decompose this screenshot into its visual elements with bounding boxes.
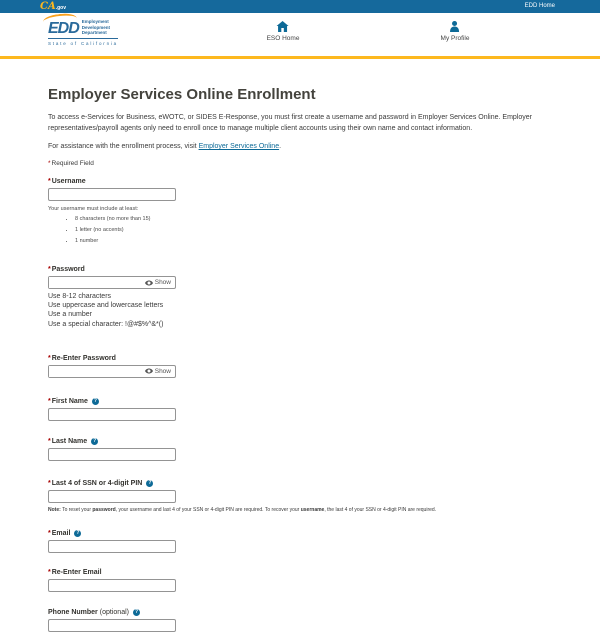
required-asterisk: * (48, 437, 51, 445)
eye-icon (145, 280, 153, 286)
site-header (0, 13, 600, 56)
reenter-password-label-text: Re-Enter Password (51, 354, 116, 362)
password-input[interactable] (49, 277, 143, 288)
password-label-text: Password (51, 266, 85, 273)
top-utility-bar (0, 0, 600, 13)
first-name-label (48, 398, 552, 405)
phone-label-text: Phone Number (48, 608, 98, 616)
note-part: , your username and last 4 of your SSN or 4-digit PIN are required. To recover your (115, 506, 301, 513)
email-field-group (48, 530, 552, 553)
nav-my-profile-label: My Profile (440, 35, 470, 42)
assistance-suffix: . (279, 143, 282, 150)
edd-dept-line3: Department (81, 30, 107, 36)
username-field-group (48, 178, 552, 244)
required-note-text: Required Field (51, 160, 94, 167)
nav-eso-home-label: ESO Home (266, 35, 300, 42)
edd-logo-department-text (82, 19, 110, 36)
required-asterisk: * (48, 568, 51, 576)
ssn-pin-note (48, 507, 552, 513)
username-label (48, 178, 552, 185)
edd-logo[interactable] (48, 19, 118, 46)
home-icon (267, 21, 300, 33)
edd-logo-row (48, 19, 118, 39)
username-input[interactable] (48, 188, 176, 201)
reenter-email-field-group (48, 569, 552, 592)
username-requirement: • 8 characters (no more than 15) (75, 216, 552, 222)
password-rule: Use a special character: !@#$%^&*() (48, 320, 164, 328)
email-label-text: Email (51, 529, 71, 537)
email-help-icon[interactable]: ? (76, 530, 80, 537)
phone-label (48, 609, 552, 616)
first-name-input[interactable] (48, 408, 176, 421)
password-rule: Use 8-12 characters (48, 293, 112, 300)
ssn-pin-input[interactable] (48, 490, 176, 503)
username-hint-title: Your username must include at least: (48, 206, 139, 212)
first-name-help-icon[interactable]: ? (93, 398, 97, 405)
password-rule: Use a number (48, 311, 92, 319)
email-label (48, 530, 552, 537)
phone-optional-text: (optional) (99, 608, 129, 616)
last-name-input[interactable] (48, 448, 176, 461)
last-name-field-group (48, 438, 552, 461)
employer-services-online-link[interactable]: Employer Services Online (198, 143, 280, 150)
phone-input[interactable] (48, 619, 176, 632)
edd-logo-tagline: State of California (48, 40, 118, 46)
phone-field-group (48, 609, 552, 632)
password-show-label: Show (154, 279, 171, 286)
reenter-password-show-label: Show (154, 367, 171, 375)
password-field-group (48, 266, 552, 329)
ssn-pin-label-text: Last 4 of SSN or 4-digit PIN (51, 479, 143, 487)
phone-help-icon[interactable]: ? (134, 609, 139, 616)
username-requirements-list (48, 216, 552, 244)
required-field-note (48, 160, 552, 167)
ssn-pin-help-icon[interactable]: ? (148, 480, 152, 487)
note-part: , the last 4 of your SSN or 4-digit PIN are required. (324, 506, 437, 513)
note-prefix: Note: (48, 506, 61, 513)
page-title: Employer Services Online Enrollment (48, 86, 316, 103)
username-label-text: Username (51, 178, 86, 185)
email-input[interactable] (48, 540, 176, 553)
required-asterisk: * (48, 178, 51, 185)
password-rules (48, 292, 552, 329)
last-name-label-text: Last Name (51, 437, 88, 445)
reenter-email-input[interactable] (48, 579, 176, 592)
ca-gov-logo-suffix: .gov (55, 5, 66, 11)
required-asterisk: * (48, 160, 51, 167)
last-name-label (48, 438, 552, 445)
ssn-pin-label (48, 480, 552, 487)
ssn-pin-field-group (48, 480, 552, 513)
reenter-password-input-box (48, 365, 176, 378)
person-icon (441, 21, 470, 33)
required-asterisk: * (48, 266, 51, 273)
main-content (0, 59, 600, 632)
required-asterisk: * (48, 529, 51, 537)
edd-dept-line2: Development (81, 24, 111, 30)
eye-icon (145, 368, 153, 374)
last-name-help-icon[interactable]: ? (93, 438, 97, 445)
intro-paragraph: To access e-Services for Business, eWOTC, or SIDES E-Response, you must first create a username and password in Employer Services Online. Employer representatives/payroll agents only need to enroll once to manage multiple client accounts using their own name and contact information. (48, 114, 532, 132)
nav-eso-home[interactable] (267, 21, 300, 42)
edd-dept-line1: Employment (81, 19, 109, 24)
assistance-prefix: For assistance with the enrollment process, visit (48, 143, 199, 150)
reenter-password-show-button[interactable] (143, 368, 175, 375)
password-input-box (48, 276, 176, 289)
first-name-field-group (48, 398, 552, 421)
reenter-password-field-group (48, 355, 552, 378)
assistance-line (48, 143, 552, 150)
edd-home-link[interactable]: EDD Home (524, 3, 555, 9)
reenter-email-label-text: Re-Enter Email (51, 568, 102, 576)
required-asterisk: * (48, 354, 51, 362)
reenter-password-label (48, 355, 552, 362)
edd-logo-word: EDD (48, 20, 79, 38)
reenter-email-label (48, 569, 552, 576)
note-part: To reset your (60, 506, 93, 513)
username-requirement: • 1 number (75, 238, 552, 244)
password-rule: Use uppercase and lowercase letters (48, 302, 164, 310)
required-asterisk: * (48, 397, 51, 405)
note-bold: password (92, 506, 116, 513)
username-requirement: • 1 letter (no accents) (75, 227, 552, 233)
ca-gov-logo-text: CA (40, 1, 56, 12)
password-show-button[interactable] (143, 279, 175, 286)
required-asterisk: * (48, 479, 51, 487)
password-label (48, 266, 552, 273)
reenter-password-input[interactable] (49, 366, 143, 377)
nav-my-profile[interactable] (441, 21, 470, 42)
first-name-label-text: First Name (51, 397, 88, 405)
note-bold: username (300, 506, 325, 513)
